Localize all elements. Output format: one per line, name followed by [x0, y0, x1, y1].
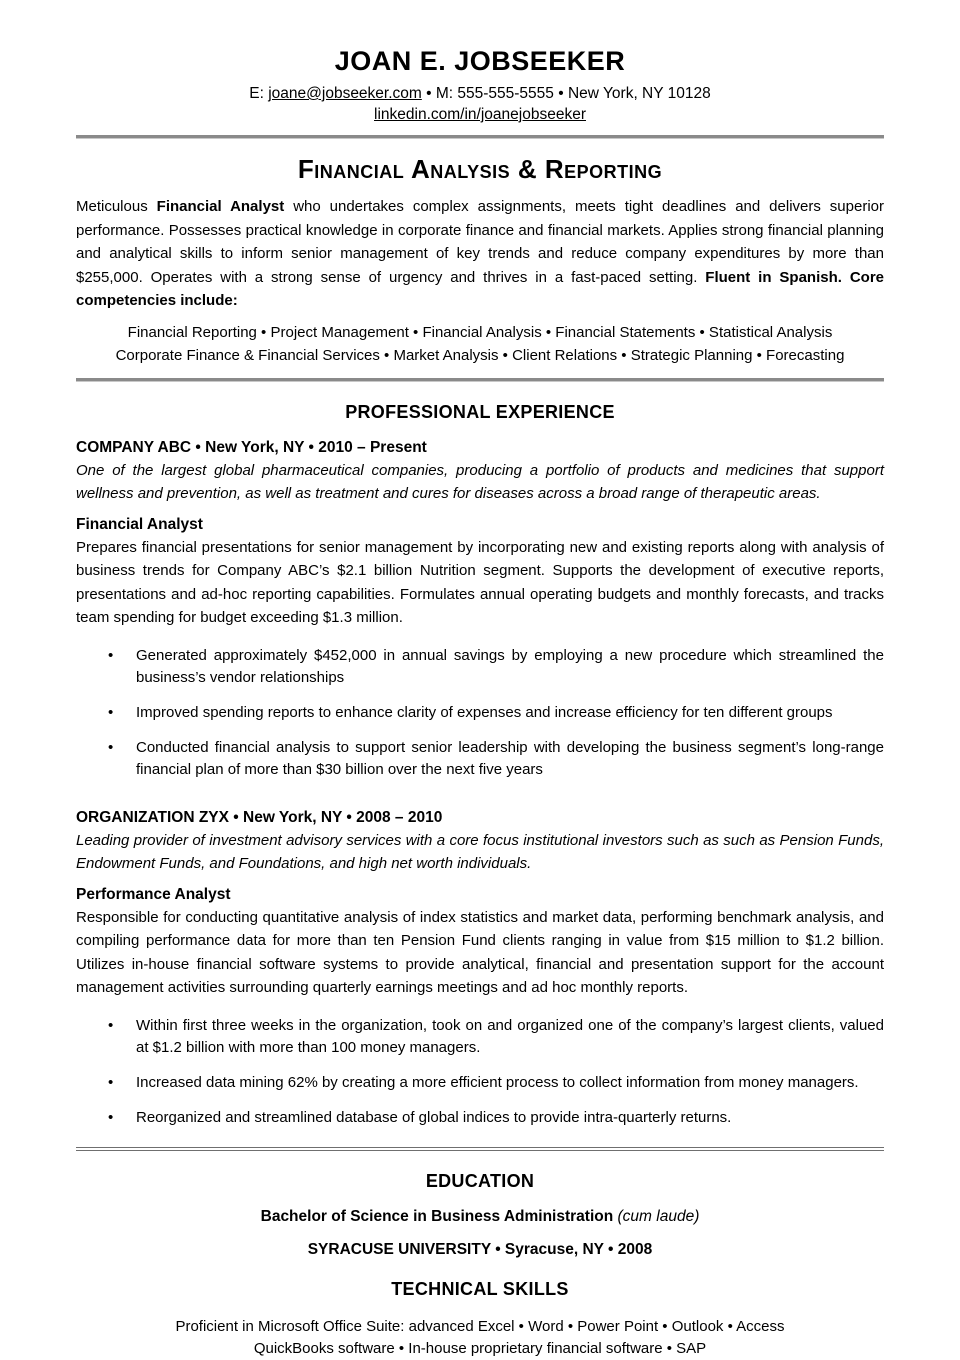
skills-section	[76, 1279, 884, 1360]
core-competencies	[76, 321, 884, 368]
linkedin-link[interactable]: linkedin.com/in/joanejobseeker	[374, 106, 586, 123]
job-header: COMPANY ABC • New York, NY • 2010 – Present	[76, 438, 427, 456]
candidate-name: JOAN E. JOBSEEKER	[334, 46, 626, 76]
experience-divider	[76, 1147, 884, 1151]
profile-section	[76, 154, 884, 368]
skills-line-1: Proficient in Microsoft Office Suite: advanced Excel • Word • Power Point • Outlook • Access	[175, 1318, 785, 1335]
job-header: ORGANIZATION ZYX • New York, NY • 2008 – 2010	[76, 808, 443, 826]
skills-line-2: QuickBooks software • In-house proprietary financial software • SAP	[253, 1340, 707, 1357]
job-company-abc	[76, 439, 884, 781]
contact-line	[76, 83, 884, 104]
skills-heading: TECHNICAL SKILLS	[391, 1279, 569, 1299]
education-section	[76, 1171, 884, 1260]
degree-name: Bachelor of Science in Business Administration	[260, 1207, 614, 1225]
job-organization-zyx	[76, 809, 884, 1129]
experience-heading: PROFESSIONAL EXPERIENCE	[345, 401, 615, 422]
degree-line	[76, 1208, 884, 1226]
achievement-item: • Generated approximately $452,000 in annual savings by employing a new procedure which streamlined the business’s vendor relationships	[76, 645, 884, 689]
company-description: One of the largest global pharmaceutical companies, producing a portfolio of products and medicines that support wellness and prevention, as well as treatment and cures for diseases across a broad range of therapeutic areas.	[76, 461, 884, 502]
resume-header	[76, 46, 884, 125]
contact-rest: • M: 555-555-5555 • New York, NY 10128	[421, 85, 711, 102]
header-divider	[76, 135, 884, 139]
summary-text-middle: who undertakes complex assignments, meets tight deadlines and delivers superior performance. Possesses practical knowledge in corporate finance and financial markets. Applies strong financial planning and analytical skills to inform senior management of key trends and reduce company expenditures by more than $255,000. Operates with a strong sense of urgency and thrives in a fast-paced setting.	[76, 198, 884, 286]
achievement-list	[76, 1015, 884, 1129]
summary-bold-fluent: Fluent in Spanish. Core competencies include:	[76, 268, 884, 309]
achievement-item: • Improved spending reports to enhance clarity of expenses and increase efficiency for ten different groups	[76, 702, 884, 724]
achievement-list	[76, 645, 884, 781]
summary-divider	[76, 378, 884, 382]
resume-title: Financial Analysis & Reporting	[297, 154, 663, 184]
achievement-item: • Conducted financial analysis to support senior leadership with developing the business segment’s long-range financial plan of more than $30 billion over the next five years	[76, 737, 884, 781]
experience-section	[76, 402, 884, 1129]
achievement-item: • Within first three weeks in the organization, took on and organized one of the company’s largest clients, valued at $1.2 billion with more than 100 money managers.	[76, 1015, 884, 1059]
role-summary: Responsible for conducting quantitative analysis of index statistics and market data, performing benchmark analysis, and compiling performance data for more than ten Pension Fund clients ranging in value from $15 million to $1.2 billion. Utilizes in-house financial software systems to provide analytical, financial and presentation support for the account management activities surrounding quarterly earnings meetings and ad hoc monthly reports.	[76, 908, 884, 996]
role-title: Performance Analyst	[76, 885, 231, 903]
linkedin-line	[76, 104, 884, 125]
summary-text-start: Meticulous	[76, 198, 157, 215]
education-heading: EDUCATION	[425, 1170, 535, 1191]
degree-honors: (cum laude)	[617, 1207, 700, 1225]
summary-paragraph	[76, 195, 884, 313]
email-link[interactable]: joane@jobseeker.com	[268, 85, 422, 102]
summary-bold-analyst: Financial Analyst	[156, 198, 285, 215]
company-description: Leading provider of investment advisory services with a core focus institutional investors such as such as Pension Funds, Endowment Funds, and Foundations, and high net worth individuals.	[76, 831, 884, 872]
competencies-line-2: Corporate Finance & Financial Services • Market Analysis • Client Relations • Strategic Planning • Forecasting	[115, 347, 845, 364]
achievement-item: • Increased data mining 62% by creating a more efficient process to collect information from money managers.	[76, 1072, 884, 1094]
achievement-item: • Reorganized and streamlined database of global indices to provide intra-quarterly returns.	[76, 1107, 884, 1129]
role-summary: Prepares financial presentations for senior management by incorporating new and existing reports along with analysis of business trends for Company ABC’s $2.1 billion Nutrition segment. Supports the development of executive reports, presentations and ad-hoc reporting capabilities. Formulates annual operating budgets and monthly forecasts, and tracks team spending for budget exceeding $1.3 million.	[76, 538, 884, 626]
email-label: E:	[249, 85, 269, 102]
competencies-line-1: Financial Reporting • Project Management • Financial Analysis • Financial Statements • Statistical Analysis	[127, 323, 833, 341]
role-title: Financial Analyst	[76, 515, 203, 533]
school-line: SYRACUSE UNIVERSITY • Syracuse, NY • 2008	[307, 1241, 653, 1258]
